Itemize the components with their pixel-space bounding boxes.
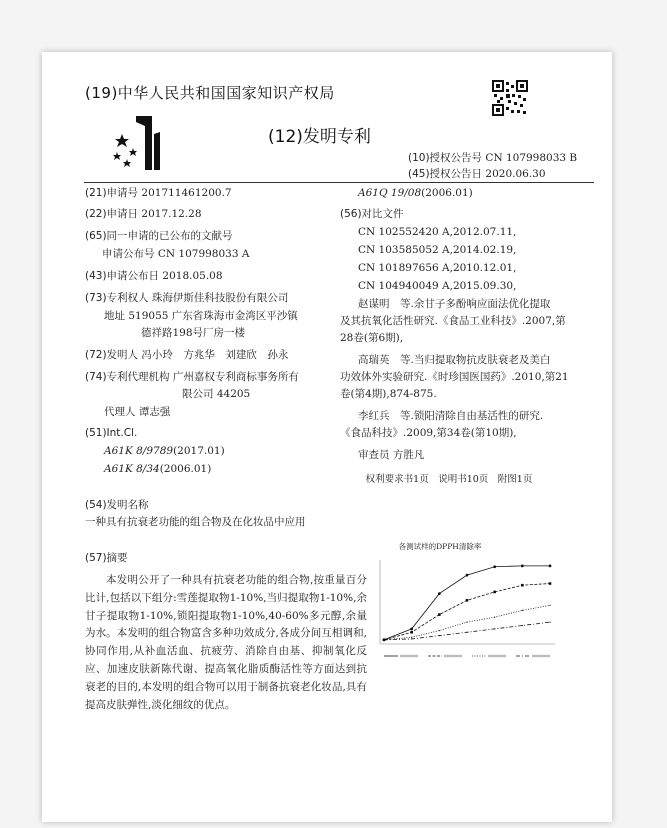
title-label: (54)发明名称 — [85, 499, 149, 511]
grant-pub-date-row — [408, 166, 546, 181]
ref-4: CN 104940049 A,2015.09.30, — [358, 280, 517, 292]
pub-date-label: (43)申请公布日 — [85, 270, 160, 282]
ref-7-line2: 《食品科技》.2009,第34卷(第10期), — [340, 427, 517, 439]
grant-pub-date: 2020.06.30 — [485, 168, 546, 180]
chart-point-s1-7 — [549, 564, 552, 567]
agent: 谭志强 — [138, 406, 171, 418]
chart-point-s1-5 — [493, 565, 496, 568]
chart-legend-label-1 — [400, 655, 418, 657]
inventors: 冯小玲 方兆华 刘建欣 孙永 — [141, 349, 289, 361]
app-no-row — [85, 186, 232, 201]
inventors-row — [85, 348, 288, 363]
intcl-1-row — [104, 444, 225, 459]
app-date: 2017.12.28 — [141, 208, 202, 220]
grant-pub-no-row — [408, 150, 577, 165]
chart-point-s2-7 — [549, 582, 552, 585]
chart-point-s4-6 — [522, 625, 523, 626]
abstract-label: (57)摘要 — [85, 552, 128, 564]
invention-title: 一种具有抗衰老功能的组合物及在化妆品中应用 — [85, 516, 306, 528]
grant-pub-date-label: (45)授权公告日 — [408, 168, 483, 180]
chart-point-s4-3 — [439, 635, 440, 636]
agency-line2: 限公司 44205 — [182, 388, 251, 400]
pub-date: 2018.05.08 — [162, 270, 223, 282]
patentee: 珠海伊斯佳科技股份有限公司 — [151, 292, 289, 304]
chart-point-s3-7 — [549, 605, 550, 606]
ref-5-line3: 28卷(第6期), — [340, 332, 404, 344]
refs-label: (56)对比文件 — [340, 208, 404, 220]
prior-pub-row — [102, 247, 249, 262]
ref-7-line1: 李红兵 等.锁阳清除自由基活性的研究. — [358, 410, 544, 422]
intcl-2-row — [104, 462, 211, 477]
office-name: (19)中华人民共和国国家知识产权局 — [85, 84, 335, 102]
chart-legend — [384, 655, 550, 657]
patent-type: (12)发明专利 — [268, 127, 371, 147]
patentee-row — [85, 291, 288, 306]
chart-point-s4-5 — [494, 628, 495, 629]
top-divider — [84, 182, 594, 183]
chart-series-group — [383, 564, 552, 641]
chart-point-s1-2 — [410, 627, 413, 630]
app-no-label: (21)申请号 — [85, 187, 139, 199]
agent-row — [104, 405, 170, 420]
intcl-1-date: (2017.01) — [173, 445, 225, 457]
chart-point-s2-6 — [521, 584, 524, 587]
cnipa-logo-icon — [112, 112, 162, 174]
ref-6-line1: 高瑞英 等.当归提取物抗皮肤衰老及美白 — [358, 354, 551, 366]
ref-2: CN 103585052 A,2014.02.19, — [358, 244, 517, 256]
page-count: 权利要求书1页 说明书10页 附图1页 — [365, 474, 533, 485]
address-line1: 519055 广东省珠海市金湾区平沙镇 — [128, 310, 298, 322]
chart-series-line-2 — [384, 584, 550, 640]
ref-5-line1: 赵谋明 等.余甘子多酚响应面法优化提取 — [358, 298, 551, 310]
chart-series-line-1 — [384, 566, 550, 640]
app-date-label: (22)申请日 — [85, 208, 139, 220]
chart-title: 各测试样的DPPH清除率 — [398, 542, 482, 551]
address-row — [104, 309, 298, 324]
address-label: 地址 — [104, 310, 125, 322]
address-line2: 德祥路198号厂房一楼 — [141, 327, 246, 339]
chart-point-s4-4 — [466, 632, 467, 633]
examiner: 方胜凡 — [392, 449, 425, 461]
grant-pub-no: CN 107998033 B — [485, 152, 578, 164]
prior-pub-no: CN 107998033 A — [157, 248, 250, 260]
chart-point-s4-1 — [383, 639, 384, 640]
examiner-row — [358, 448, 424, 463]
patentee-label: (73)专利权人 — [85, 292, 149, 304]
chart-point-s2-3 — [438, 613, 441, 616]
chart-point-s1-4 — [466, 574, 469, 577]
chart-point-s2-2 — [410, 631, 413, 634]
chart-point-s2-4 — [466, 599, 469, 602]
chart-point-s3-6 — [522, 610, 523, 611]
ref-6-line2: 功效体外实验研究.《时珍国医国药》.2010,第21 — [340, 371, 569, 383]
intcl-3-date: (2006.01) — [421, 187, 473, 199]
abstract-text: 本发明公开了一种具有抗衰老功能的组合物,按重量百分比计,包括以下组分:雪莲提取物1-10%,当归提取物1-10%,余甘子提取物1-10%,锁阳提取物1-10%,40-60%多元醇,余量为水。本发明的组合物富含多种功效成分,各成分间互相调和,协同作用,从补血活血、抗疲劳、消除自由基、抑制氧化反应、加速皮肤新陈代谢、提高氧化脂质酶活性等方面达到抗衰老的目的,本发明的组合物可以用于制备抗衰老化妆品,具有提高皮肤弹性,淡化细纹的优点。 — [85, 574, 367, 711]
chart-point-s3-4 — [466, 622, 467, 623]
agency-row — [85, 370, 299, 385]
examiner-label: 审查员 — [358, 449, 390, 461]
dpph-chart — [340, 540, 562, 670]
prior-pub-label: (65)同一申请的已公布的文献号 — [85, 230, 233, 242]
agency-line1: 广州嘉权专利商标事务所有 — [172, 371, 299, 383]
chart-legend-label-4 — [532, 655, 550, 657]
chart-point-s4-7 — [549, 622, 550, 623]
chart-point-s4-2 — [411, 638, 412, 639]
intcl-2-code: A61K 8/34 — [104, 463, 160, 475]
chart-legend-label-2 — [444, 655, 462, 657]
chart-point-s1-3 — [438, 592, 441, 595]
chart-point-s2-5 — [493, 591, 496, 594]
qr-code-icon — [492, 80, 528, 116]
intcl-1-code: A61K 8/9789 — [104, 445, 174, 457]
ref-5-line2: 及其抗氧化活性研究.《食品工业科技》.2007,第 — [340, 315, 566, 327]
agency-label: (74)专利代理机构 — [85, 371, 170, 383]
intcl-2-date: (2006.01) — [159, 463, 212, 475]
chart-point-s3-3 — [439, 630, 440, 631]
app-date-row — [85, 207, 202, 222]
intcl-3-code: A61Q 19/08 — [358, 187, 422, 199]
agent-label: 代理人 — [104, 406, 136, 418]
prior-pub-no-label: 申请公布号 — [102, 248, 155, 260]
intcl-label: (51)Int.Cl. — [85, 427, 138, 439]
chart-point-s3-2 — [411, 637, 412, 638]
intcl-3-row — [358, 186, 473, 201]
patent-page — [42, 52, 612, 822]
chart-point-s1-6 — [521, 564, 524, 567]
ref-6-line3: 卷(第4期),874-875. — [340, 388, 437, 400]
inventors-label: (72)发明人 — [85, 349, 139, 361]
ref-3: CN 101897656 A,2010.12.01, — [358, 262, 517, 274]
app-no: 201711461200.7 — [141, 187, 232, 199]
chart-legend-label-3 — [488, 655, 506, 657]
pub-date-row — [85, 269, 223, 284]
ref-1: CN 102552420 A,2012.07.11, — [358, 226, 517, 238]
grant-pub-no-label: (10)授权公告号 — [408, 152, 483, 164]
chart-point-s3-5 — [494, 617, 495, 618]
